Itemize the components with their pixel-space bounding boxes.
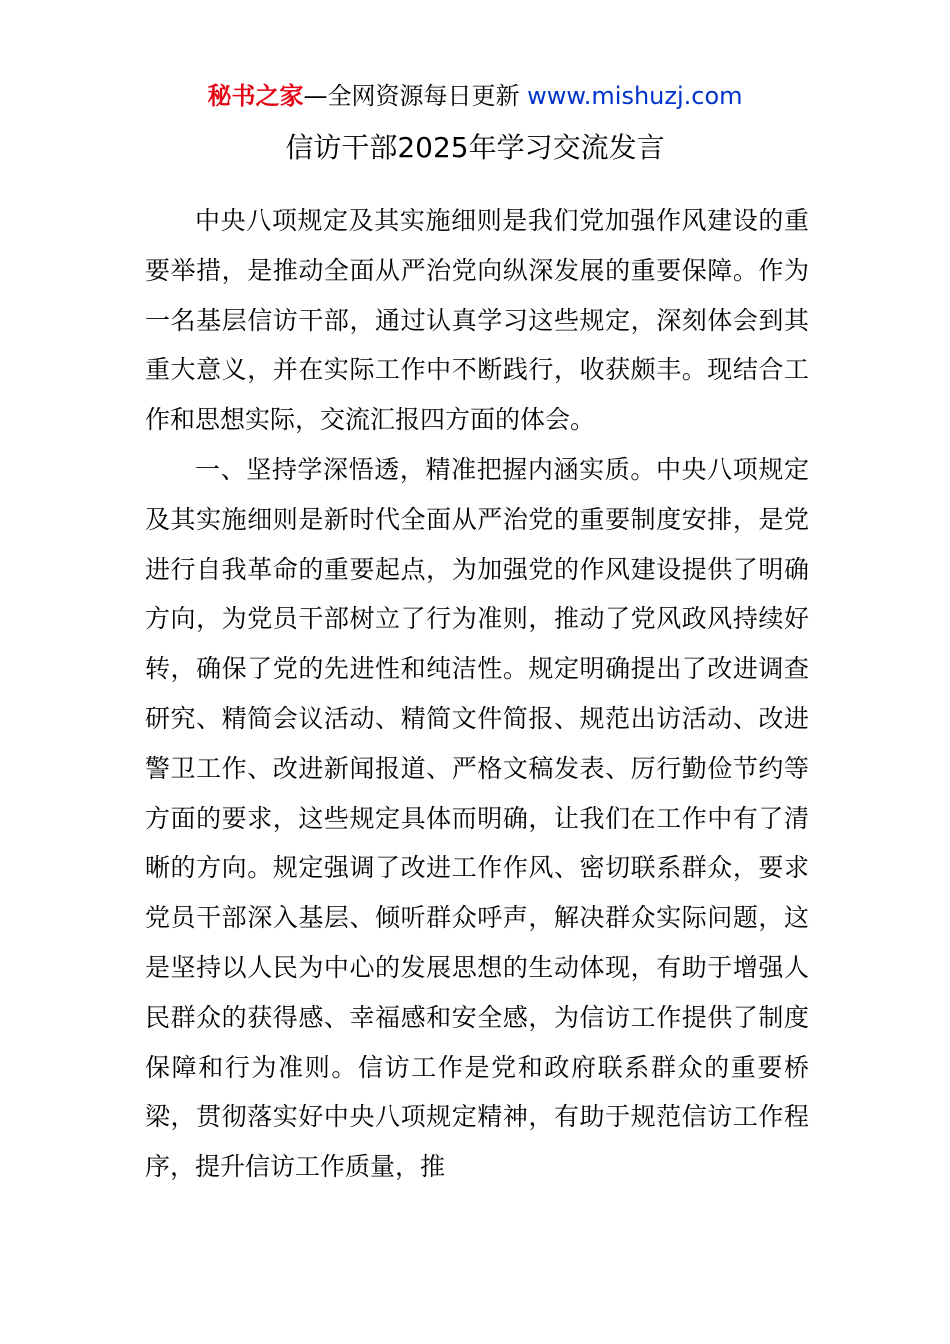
paragraph-intro: 中央八项规定及其实施细则是我们党加强作风建设的重要举措，是推动全面从严治党向纵深发展的重要保障。作为一名基层信访干部，通过认真学习这些规定，深刻体会到其重大意义，并在实际工作中不断践行，收获颇丰。现结合工作和思想实际，交流汇报四方面的体会。 bbox=[145, 206, 809, 435]
site-name: 秘书之家 bbox=[207, 82, 304, 110]
site-url-link[interactable]: www.mishuzj.com bbox=[527, 82, 743, 110]
document-body bbox=[145, 196, 809, 1192]
paragraph-section-one: 一、坚持学深悟透，精准把握内涵实质。中央八项规定及其实施细则是新时代全面从严治党的重要制度安排，是党进行自我革命的重要起点，为加强党的作风建设提供了明确方向，为党员干部树立了行为准则，推动了党风政风持续好转，确保了党的先进性和纯洁性。规定明确提出了改进调查研究、精简会议活动、精简文件简报、规范出访活动、改进警卫工作、改进新闻报道、严格文稿发表、厉行勤俭节约等方面的要求，这些规定具体而明确，让我们在工作中有了清晰的方向。规定强调了改进工作作风、密切联系群众，要求党员干部深入基层、倾听群众呼声，解决群众实际问题，这是坚持以人民为中心的发展思想的生动体现，有助于增强人民群众的获得感、幸福感和安全感，为信访工作提供了制度保障和行为准则。信访工作是党和政府联系群众的重要桥梁，贯彻落实好中央八项规定精神，有助于规范信访工作程序，提升信访工作质量，推 bbox=[145, 454, 809, 1182]
document-title: 信访干部2025年学习交流发言 bbox=[285, 131, 665, 164]
site-header bbox=[0, 80, 950, 112]
site-tagline: —全网资源每日更新 bbox=[303, 82, 520, 110]
